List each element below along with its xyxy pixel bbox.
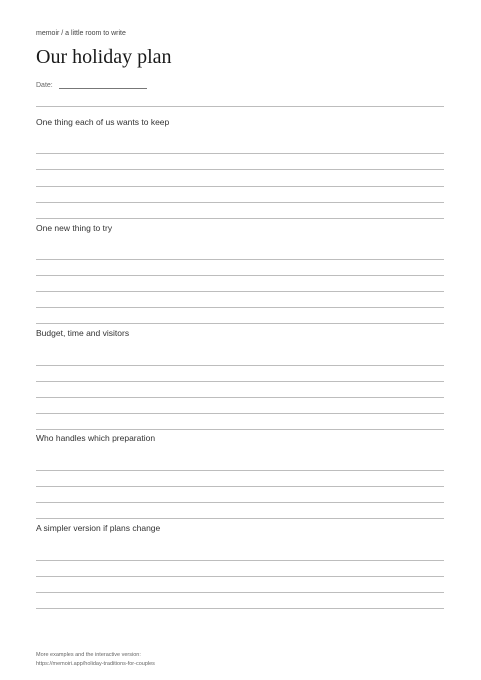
writing-line[interactable] [36,592,444,593]
writing-line[interactable] [36,470,444,471]
date-label: Date: [36,82,53,89]
writing-line[interactable] [36,323,444,324]
footer [36,651,155,669]
writing-line[interactable] [36,169,444,170]
writing-line[interactable] [36,381,444,382]
writing-line[interactable] [36,291,444,292]
writing-line[interactable] [36,153,444,154]
writing-line[interactable] [36,576,444,577]
writing-line[interactable] [36,413,444,414]
writing-line[interactable] [36,275,444,276]
writing-line[interactable] [36,365,444,366]
section-label-new-thing: One new thing to try [36,223,113,233]
writing-line[interactable] [36,486,444,487]
page-title: Our holiday plan [36,46,172,68]
writing-line[interactable] [36,502,444,503]
footer-link[interactable]: https://memoiri.app/holiday-traditions-for-couples [36,661,155,667]
writing-line[interactable] [36,397,444,398]
writing-line[interactable] [36,259,444,260]
header-divider [36,106,444,107]
writing-line[interactable] [36,307,444,308]
section-label-preparation: Who handles which preparation [36,433,156,443]
writing-line[interactable] [36,186,444,187]
writing-line[interactable] [36,429,444,430]
writing-line[interactable] [36,518,444,519]
writing-line[interactable] [36,560,444,561]
section-label-keep: One thing each of us wants to keep [36,117,170,127]
date-field-line[interactable] [59,88,147,89]
section-label-simpler: A simpler version if plans change [36,523,161,533]
writing-line[interactable] [36,218,444,219]
brand-label: memoir / a little room to write [36,30,126,37]
writing-line[interactable] [36,202,444,203]
footer-caption: More examples and the interactive version: [36,652,141,658]
section-label-budget: Budget, time and visitors [36,328,130,338]
writing-line[interactable] [36,608,444,609]
